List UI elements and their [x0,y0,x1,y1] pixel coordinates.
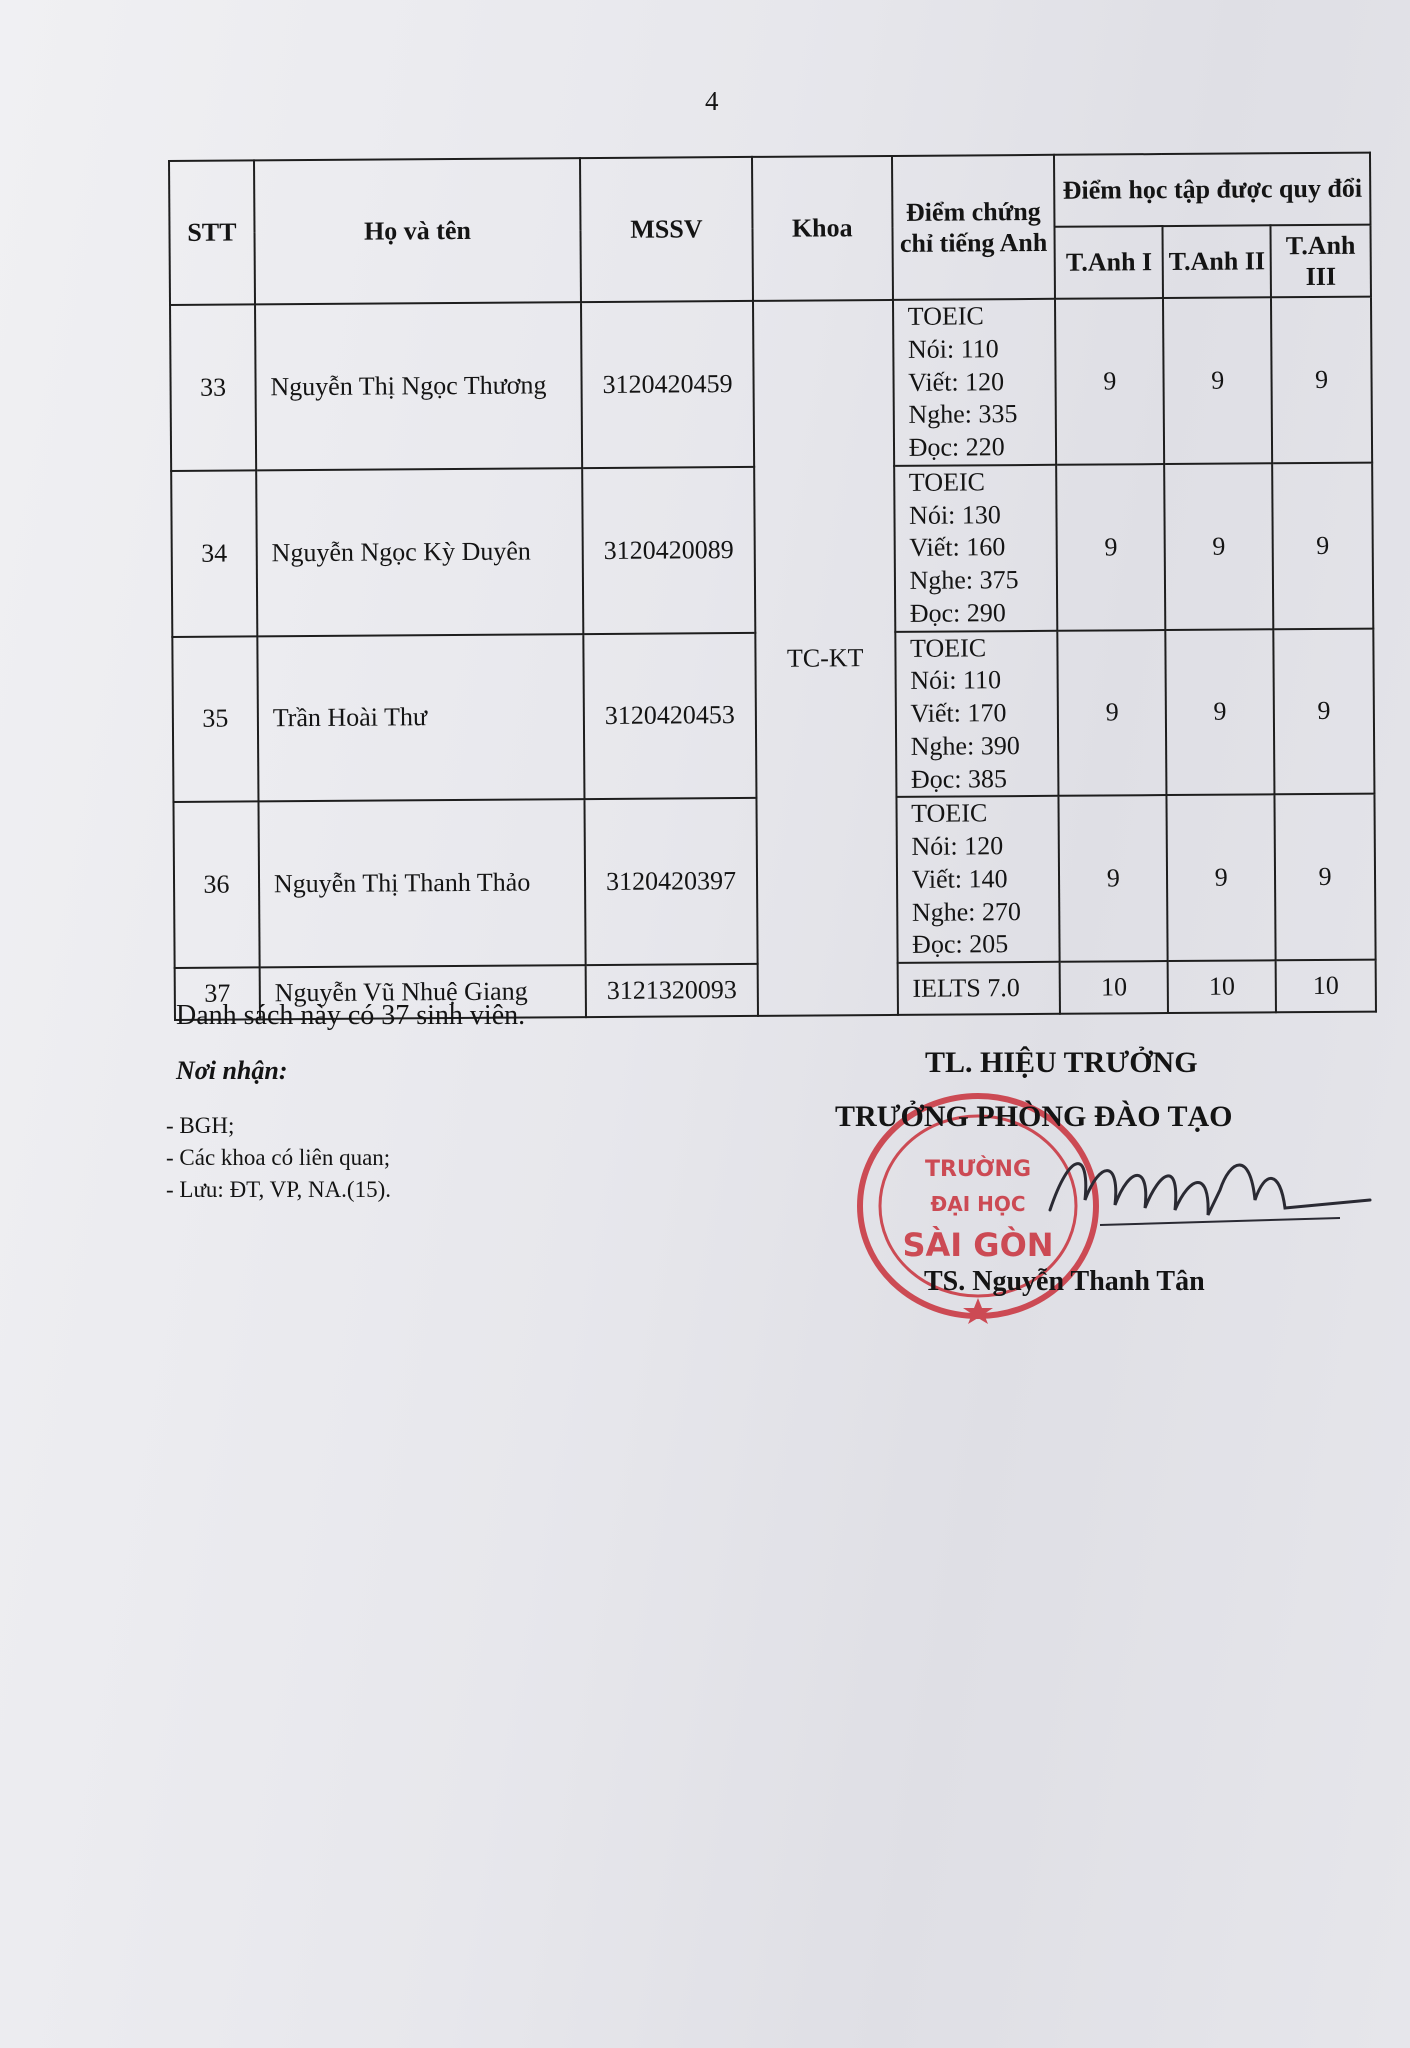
cell-name: Nguyễn Thị Thanh Thảo [258,799,585,967]
page-number: 4 [705,86,719,116]
header-stt: STT [169,160,255,305]
cell-t-anh-1: 9 [1055,298,1164,464]
header-t-anh-3: T.Anh III [1271,225,1371,298]
cert-type: IELTS 7.0 [912,972,1020,1003]
cert-speaking: Nói: 130 [909,499,1001,530]
cell-name: Nguyễn Ngọc Kỳ Duyên [256,468,583,636]
grades-table [168,152,1377,1021]
cell-t-anh-2: 9 [1164,463,1273,629]
cell-stt: 33 [170,304,256,470]
cell-t-anh-3: 10 [1276,960,1376,1013]
recipient-item: - Các khoa có liên quan; [166,1145,391,1171]
recipients-list [166,1110,391,1207]
cell-name: Nguyễn Thị Ngọc Thương [255,302,582,470]
cell-t-anh-1: 9 [1058,630,1167,796]
cert-listening: Nghe: 335 [908,399,1018,430]
signer-name: TS. Nguyễn Thanh Tân [924,1266,1205,1297]
header-khoa: Khoa [752,156,893,301]
recipient-item: - BGH; [166,1113,235,1138]
cell-stt: 37 [175,967,260,1020]
header-mssv: MSSV [580,157,753,302]
cell-stt: 35 [172,636,258,802]
cell-mssv: 3120420089 [582,467,755,634]
cell-t-anh-2: 9 [1163,297,1272,463]
cell-t-anh-2: 9 [1166,629,1275,795]
cell-cert [895,630,1059,797]
stamp-line: TRƯỜNG [924,1157,1032,1182]
header-t-anh-2: T.Anh II [1163,225,1271,298]
cert-writing: Viết: 170 [910,698,1007,728]
cell-mssv: 3120420453 [583,632,756,799]
handwritten-signature [1040,1130,1380,1240]
header-name: Họ và tên [254,158,581,304]
cell-t-anh-1: 9 [1056,464,1165,630]
cert-speaking: Nói: 110 [907,333,999,364]
cert-listening: Nghe: 270 [911,896,1022,927]
cert-writing: Viết: 120 [908,366,1005,397]
recipient-item: - Lưu: ĐT, VP, NA.(15). [166,1177,391,1203]
cell-cert [893,299,1057,466]
cell-mssv: 3121320093 [586,964,758,1017]
cert-type: TOEIC [907,301,984,331]
cell-t-anh-2: 9 [1167,795,1276,961]
cert-type: TOEIC [908,467,986,497]
stamp-line: SÀI GÒN [902,1226,1054,1264]
cert-reading: Đọc: 220 [908,432,1005,462]
cert-speaking: Nói: 110 [910,665,1002,696]
recipients-title: Nơi nhận: [176,1056,288,1085]
cell-cert [896,796,1060,963]
cell-t-anh-3: 9 [1272,462,1373,628]
cell-cert [897,962,1060,1015]
cert-type: TOEIC [909,632,987,663]
cert-type: TOEIC [911,798,988,829]
cell-name: Trần Hoài Thư [257,634,584,802]
signature-subtitle: TRƯỞNG PHÒNG ĐÀO TẠO [835,1100,1233,1133]
header-converted-scores: Điểm học tập được quy đổi [1054,153,1370,227]
cert-reading: Đọc: 385 [910,763,1008,794]
cell-t-anh-3: 9 [1273,628,1374,794]
cert-listening: Nghe: 390 [910,730,1020,761]
cell-mssv: 3120420459 [581,301,754,468]
stamp-line: ĐẠI HỌC [930,1192,1026,1216]
header-t-anh-1: T.Anh I [1055,226,1163,299]
cell-stt: 36 [173,802,259,968]
cell-name: Nguyễn Vũ Nhuệ Giang [260,965,587,1019]
cert-reading: Đọc: 205 [912,929,1009,960]
cell-t-anh-1: 10 [1060,961,1168,1014]
cell-t-anh-3: 9 [1271,297,1372,463]
cell-t-anh-2: 10 [1168,960,1276,1013]
cert-speaking: Nói: 120 [911,831,1004,861]
cell-mssv: 3120420397 [585,798,758,965]
header-cert: Điểm chứng chỉ tiếng Anh [892,155,1056,300]
cell-t-anh-3: 9 [1275,794,1376,960]
cell-cert [894,465,1058,632]
cell-stt: 34 [171,470,257,636]
cert-listening: Nghe: 375 [909,565,1019,595]
student-count-note: Danh sách này có 37 sinh viên. [176,1000,526,1031]
cell-khoa: TC-KT [753,300,898,1016]
table-row [170,297,1372,471]
cell-t-anh-1: 9 [1059,795,1168,961]
signature-title: TL. HIỆU TRƯỞNG [925,1046,1198,1079]
cert-reading: Đọc: 290 [909,597,1006,628]
cert-writing: Viết: 160 [909,532,1006,563]
cert-writing: Viết: 140 [911,863,1008,894]
